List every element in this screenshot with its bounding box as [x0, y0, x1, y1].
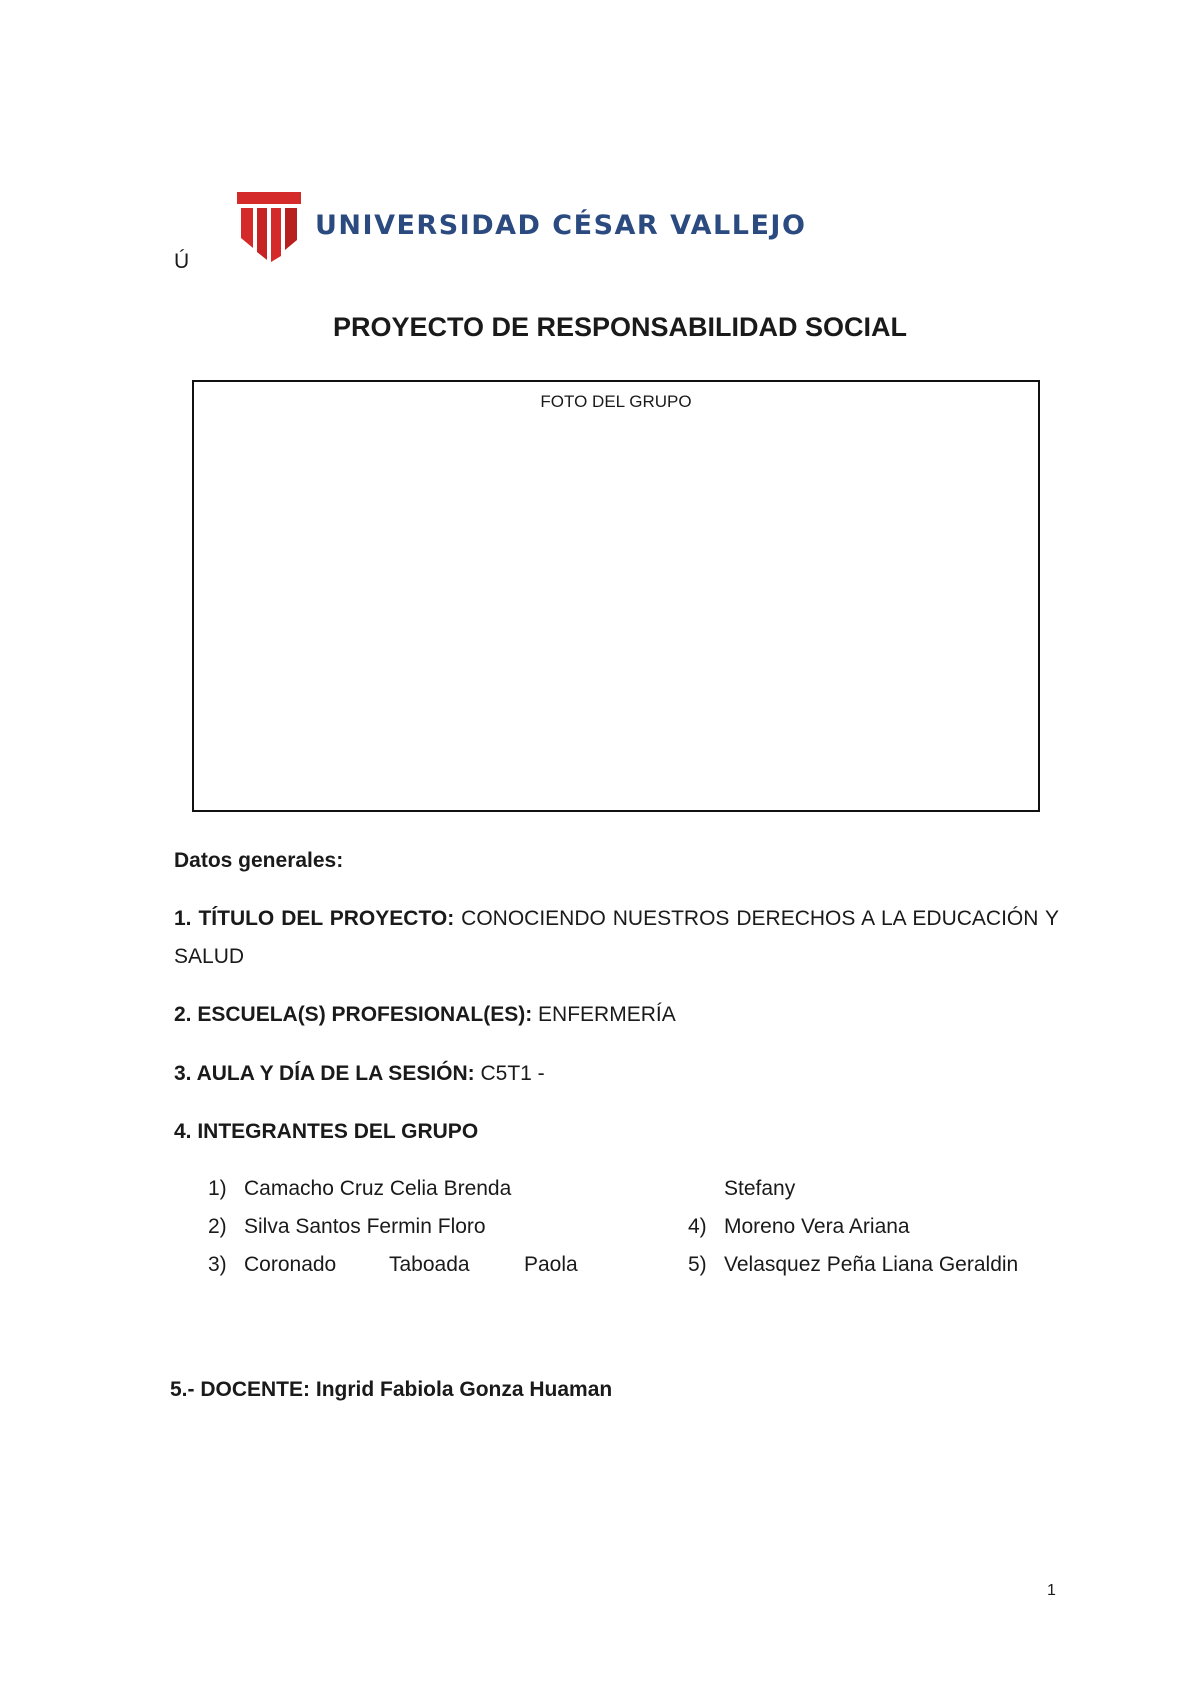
group-photo-label: FOTO DEL GRUPO [540, 392, 692, 411]
classroom-value: C5T1 - [480, 1062, 545, 1085]
group-members-heading: 4. INTEGRANTES DEL GRUPO [174, 1120, 479, 1143]
classroom-item [174, 1055, 1059, 1093]
member-number: 3) [208, 1253, 227, 1276]
member-name-part: Taboada [389, 1253, 470, 1276]
university-shield-icon [235, 190, 303, 268]
classroom-label: 3. AULA Y DÍA DE LA SESIÓN: [174, 1062, 475, 1085]
page-number: 1 [1047, 1582, 1056, 1599]
teacher-label: 5.- DOCENTE: [170, 1378, 311, 1401]
teacher-name: Ingrid Fabiola Gonza Huaman [315, 1378, 613, 1401]
university-name: UNIVERSIDAD CÉSAR VALLEJO [315, 210, 807, 241]
member-name: Moreno Vera Ariana [724, 1215, 910, 1238]
member-number: 5) [688, 1253, 707, 1276]
school-item [174, 996, 1059, 1034]
general-data-heading: Datos generales: [174, 849, 344, 872]
stray-character: Ú [174, 250, 190, 273]
project-title-value: CONOCIENDO NUESTROS DERECHOS A LA EDUCACIÓN Y SALUD [174, 907, 1059, 968]
university-logo [235, 190, 807, 268]
teacher-item [170, 1371, 1055, 1409]
member-number: 1) [208, 1177, 227, 1200]
project-title-label: 1. TÍTULO DEL PROYECTO: [174, 907, 455, 930]
group-photo-box [192, 380, 1040, 812]
school-label: 2. ESCUELA(S) PROFESIONAL(ES): [174, 1003, 533, 1026]
member-number: 2) [208, 1215, 227, 1238]
member-name: Silva Santos Fermin Floro [244, 1215, 486, 1238]
member-name-continuation: Stefany [724, 1177, 796, 1200]
member-name: Velasquez Peña Liana Geraldin [724, 1253, 1019, 1276]
school-value: ENFERMERÍA [538, 1003, 676, 1026]
member-name: Camacho Cruz Celia Brenda [244, 1177, 512, 1200]
member-name-part: Paola [524, 1253, 578, 1276]
member-name-part: Coronado [244, 1253, 337, 1276]
document-title: PROYECTO DE RESPONSABILIDAD SOCIAL [332, 312, 908, 342]
project-title-item [174, 900, 1059, 976]
member-number: 4) [688, 1215, 707, 1238]
